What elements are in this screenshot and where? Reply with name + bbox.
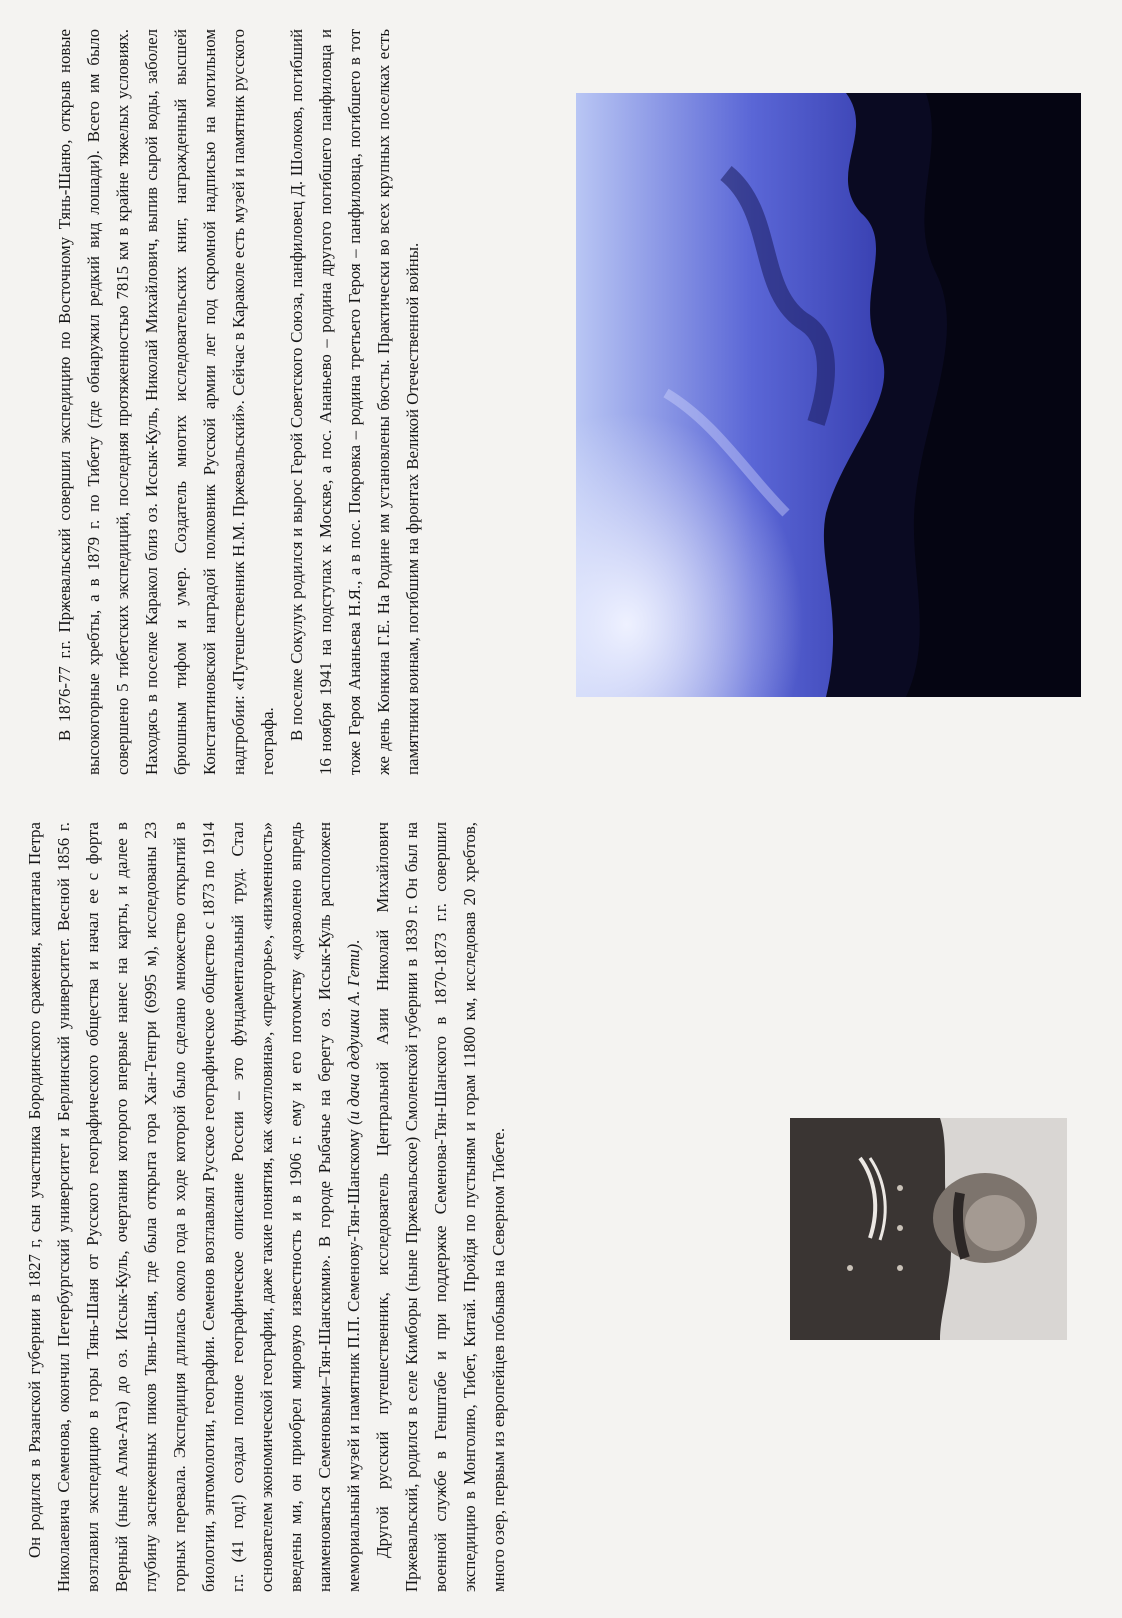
text-column-right xyxy=(50,29,555,775)
semenov-text-end: . xyxy=(344,939,363,944)
paragraph-panfilov-heroes: В поселке Сокулук родился и вырос Герой Советского Союза, панфиловец Д. Шолоков, погибший 16 ноября 1941 на подступах к Москве, а пос. Ананьево – родина другого погибшего панфиловца и тоже Героя Ананьева Н.Я., а в пос. Покровка – родина третьего Героя – панфиловца, погибшего в тот же день Конкина Г.Е. На Родине им установлены бюсты. Практически во всех крупных поселках есть памятники воинам, погибшим на фронтах Великой Отечественной войны. xyxy=(287,29,422,775)
mountain-landscape-photo xyxy=(576,93,1081,697)
landscape-drawing xyxy=(576,93,1081,697)
portrait-drawing xyxy=(790,1118,1067,1340)
przhevalsky-portrait-photo xyxy=(790,1118,1067,1340)
paragraph-przhevalsky-expeditions: В 1876-77 г.г. Пржевальский совершил экспедицию по Восточному Тянь-Шаню, открыв новые высокогорные хребты, а в 1879 г. по Тибету (где обнаружил редкий вид лошади). Всего им было совершено 5 тибетских экспедиций, последняя протяженностью 7815 км в крайне тяжелых условиях. Находясь в поселке Каракол близ оз. Иссык-Куль, Николай Михайлович, выпив сырой воды, заболел брюшным тифом и умер. Создатель многих исследовательских книг, награжденный высшей Константиновской наградой полковник Русской армии лег под скромной надписью на могильном надгробии: «Путешественник Н.М. Пржевальский». Сейчас в Караколе есть музей и памятник русского географа. xyxy=(55,29,277,775)
paragraph-semenov-biography xyxy=(20,822,368,1592)
semenov-italic-note: (и дача дедушки А. Гети) xyxy=(344,943,363,1125)
semenov-text: Он родился в Рязанской губернии в 1827 г, сын участника Бородинского сражения, капитана Петра Николаевича Семенова, окончил Петербургский университет и Берлинский университет. Весной 1856 г. возглавил экспедицию в горы Тянь-Шаня от Русского географического общества и начал ее с форта Верный (ныне Алма-Ата) до оз. Иссык-Куль, очертания которого впервые нанес на карты, и далее в глубину заснеженных пиков Тянь-Шаня, где была открыта гора Хан-Тенгри (6995 м), исследованы 23 горных перевала. Экспедиция длилась около года в ходе которой было сделано множество открытий в биологии, энтомологии, географии. Семенов возглавлял Русское географическое общество с 1873 по 1914 г.г. (41 год!) создал полное географическое описание России – это фундаментальный труд. Стал основателем экономической географии, даже такие понятия, как «котловина», «предгорье», «низменность» введены ми, он приобрел мировую известность и в 1906 г. ему и его потомству «дозволено впредь наименоваться Семеновыми–Тян-Шанскими». В городе Рыбачье на берегу оз. Иссык-Куль расположен мемориальный музей и памятник П.П. Семенову-Тян-Шанскому xyxy=(25,822,363,1592)
text-column-left xyxy=(20,822,760,1592)
paragraph-przhevalsky-biography: Другой русский путешественник, исследователь Центральной Азии Николай Михайлович Пржевальский, родился в селе Кимборы (ныне Пржевальское) Смоленской губернии в 1839 г. Он был на военной службе в Генштабе и при поддержке Семенова-Тян-Шанского в 1870-1873 г.г. совершил экспедицию в Монголию, Тибет, Китай. Пройдя по пустыням и горам 11800 км, исследовав 20 хребтов, много озер, первым из европейцев побывав на Северном Тибете. xyxy=(373,822,508,1592)
